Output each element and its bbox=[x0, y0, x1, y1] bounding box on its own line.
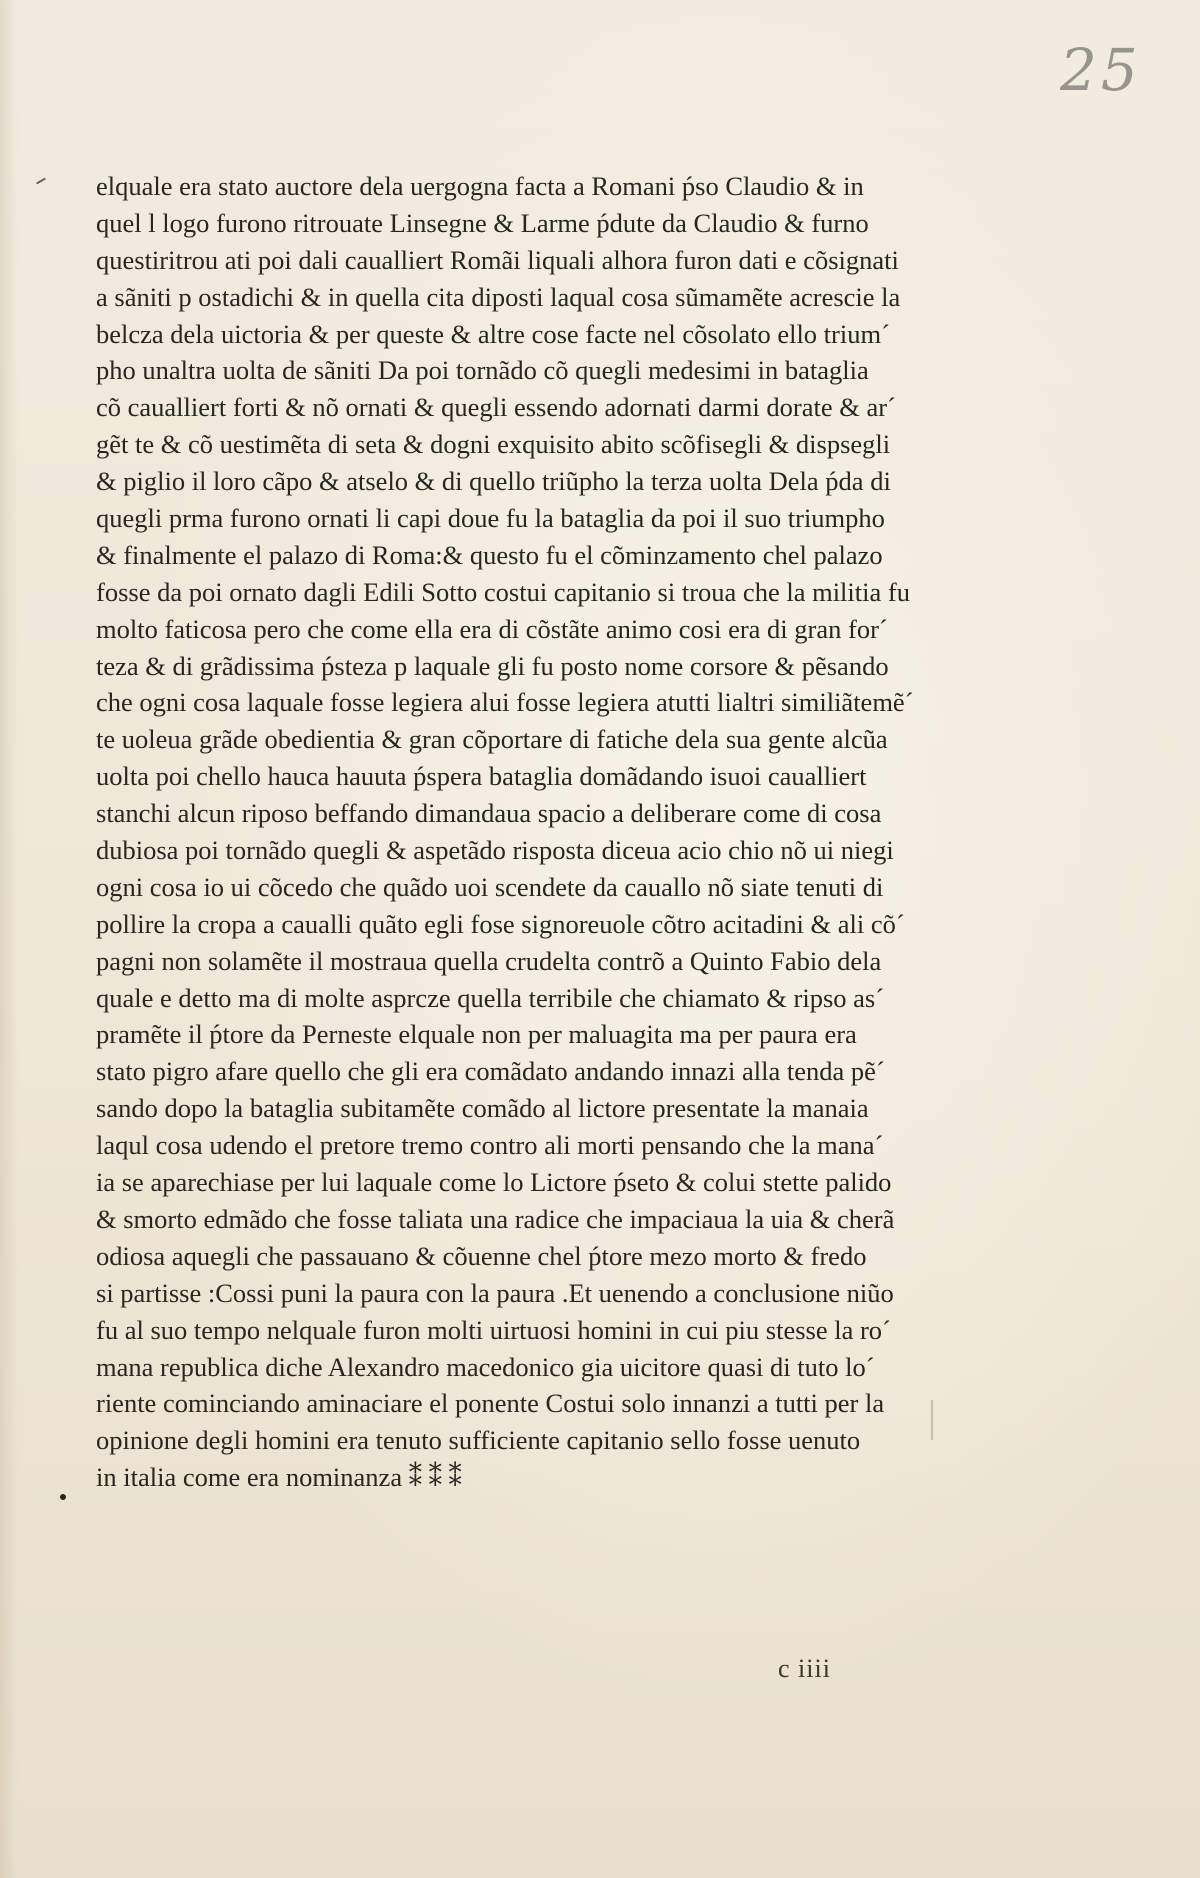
text-line: questiritrou ati poi dali caualliert Romãi liquali alhora furon dati e cõsignati bbox=[96, 244, 899, 275]
text-line: gẽt te & cõ uestimẽta di seta & dogni exquisito abito scõfisegli & dispsegli bbox=[96, 429, 891, 460]
text-line: fu al suo tempo nelquale furon molti uirtuosi homini in cui piu stesse la ro´ bbox=[96, 1314, 891, 1345]
text-line: & finalmente el palazo di Roma:& questo fu el cõminzamento chel palazo bbox=[96, 539, 883, 570]
text-line: stanchi alcun riposo beffando dimandaua spacio a deliberare come di cosa bbox=[96, 798, 882, 829]
text-line: laqul cosa udendo el pretore tremo contro ali morti pensando che la mana´ bbox=[96, 1130, 884, 1161]
text-line: pollire la cropa a caualli quãto egli fose signoreuole cõtro acitadini & ali cõ´ bbox=[96, 908, 905, 939]
page-edge-shadow bbox=[0, 0, 18, 1878]
text-line: odiosa aquegli che passauano & cõuenne chel ṕtore mezo morto & fredo bbox=[96, 1240, 867, 1271]
text-line: quale e detto ma di molte asprcze quella terribile che chiamato & ripso as´ bbox=[96, 982, 885, 1013]
text-line: riente cominciando aminaciare el ponente Costui solo innanzi a tutti per la bbox=[96, 1388, 885, 1419]
text-line: teza & di grãdissima ṕsteza p laquale gli fu posto nome corsore & pẽsando bbox=[96, 650, 889, 681]
text-line: a sãniti p ostadichi & in quella cita diposti laqual cosa sũmamẽte acrescie la bbox=[96, 281, 901, 312]
text-line: pramẽte il ṕtore da Perneste elquale non per maluagita ma per paura era bbox=[96, 1019, 857, 1050]
text-line: pagni non solamẽte il mostraua quella crudelta contrõ a Quinto Fabio dela bbox=[96, 945, 882, 976]
signature-mark: c iiii bbox=[778, 1654, 831, 1683]
margin-dot bbox=[60, 1494, 66, 1500]
text-line: quel l logo furono ritrouate Linsegne & Larme ṕdute da Claudio & furno bbox=[96, 207, 869, 238]
text-line: fosse da poi ornato dagli Edili Sotto costui capitanio si troua che la militia fu bbox=[96, 576, 910, 607]
margin-rule bbox=[931, 1400, 933, 1440]
text-line: si partisse :Cossi puni la paura con la paura .Et uenendo a conclusione niũo bbox=[96, 1277, 894, 1308]
text-line: & smorto edmãdo che fosse taliata una radice che impaciaua la uia & cherã bbox=[96, 1203, 895, 1234]
text-line: sando dopo la bataglia subitamẽte comãdo al lictore presentate la manaia bbox=[96, 1093, 869, 1124]
text-line: & piglio il loro cãpo & atselo & di quello triũpho la terza uolta Dela ṕda di bbox=[96, 466, 891, 497]
text-line: te uoleua grãde obedientia & gran cõportare di fatiche dela sua gente alcũa bbox=[96, 724, 888, 755]
text-line: uolta poi chello haucа hauuta ṕspera bataglia domãdando isuoi caualliert bbox=[96, 761, 867, 792]
text-line: pho unaltra uolta de sãniti Da poi tornãdo cõ quegli medesimi in bataglia bbox=[96, 355, 869, 386]
text-line: stato pigro afare quello che gli era comãdato andando innazi alla tenda pẽ´ bbox=[96, 1056, 885, 1087]
text-line: molto faticosa pero che come ella era di cõstãte animo cosi era di gran for´ bbox=[96, 613, 888, 644]
folio-number: 25 bbox=[1060, 36, 1142, 104]
text-line: opinione degli homini era tenuto sufficiente capitanio sello fosse uenuto bbox=[96, 1425, 861, 1456]
text-line: belcza dela uictoria & per queste & altre cose facte nel cõsolato ello trium´ bbox=[96, 318, 890, 349]
text-line: ogni cosa io ui cõcedo che quãdo uoi scendete da cauallo nõ siate tenuti di bbox=[96, 871, 884, 902]
text-line: in italia come era nominanza ⁑ ⁑ ⁑ bbox=[96, 1462, 462, 1493]
text-block bbox=[96, 168, 946, 1496]
text-line: dubiosa poi tornãdo quegli & aspetãdo risposta diceua acio chio nõ ui niegi bbox=[96, 835, 894, 866]
text-line: cõ caualliert forti & nõ ornati & quegli essendo adornati darmi dorate & ar´ bbox=[96, 392, 896, 423]
text-line: quegli prma furono ornati li capi doue fu la bataglia da poi il suo triumpho bbox=[96, 503, 885, 534]
margin-mark bbox=[36, 178, 46, 185]
text-line: mana republica diche Alexandro macedonico gia uicitore quasi di tuto lo´ bbox=[96, 1351, 875, 1382]
text-line: che ogni cosa laquale fosse legiera alui fosse legiera atutti lialtri similiãtemẽ´ bbox=[96, 687, 914, 718]
text-line: ia se aparechiase per lui laquale come lo Lictore ṕseto & colui stette palido bbox=[96, 1167, 892, 1198]
text-line: elquale era stato auctore dela uergogna facta a Romani ṕso Claudio & in bbox=[96, 171, 864, 201]
